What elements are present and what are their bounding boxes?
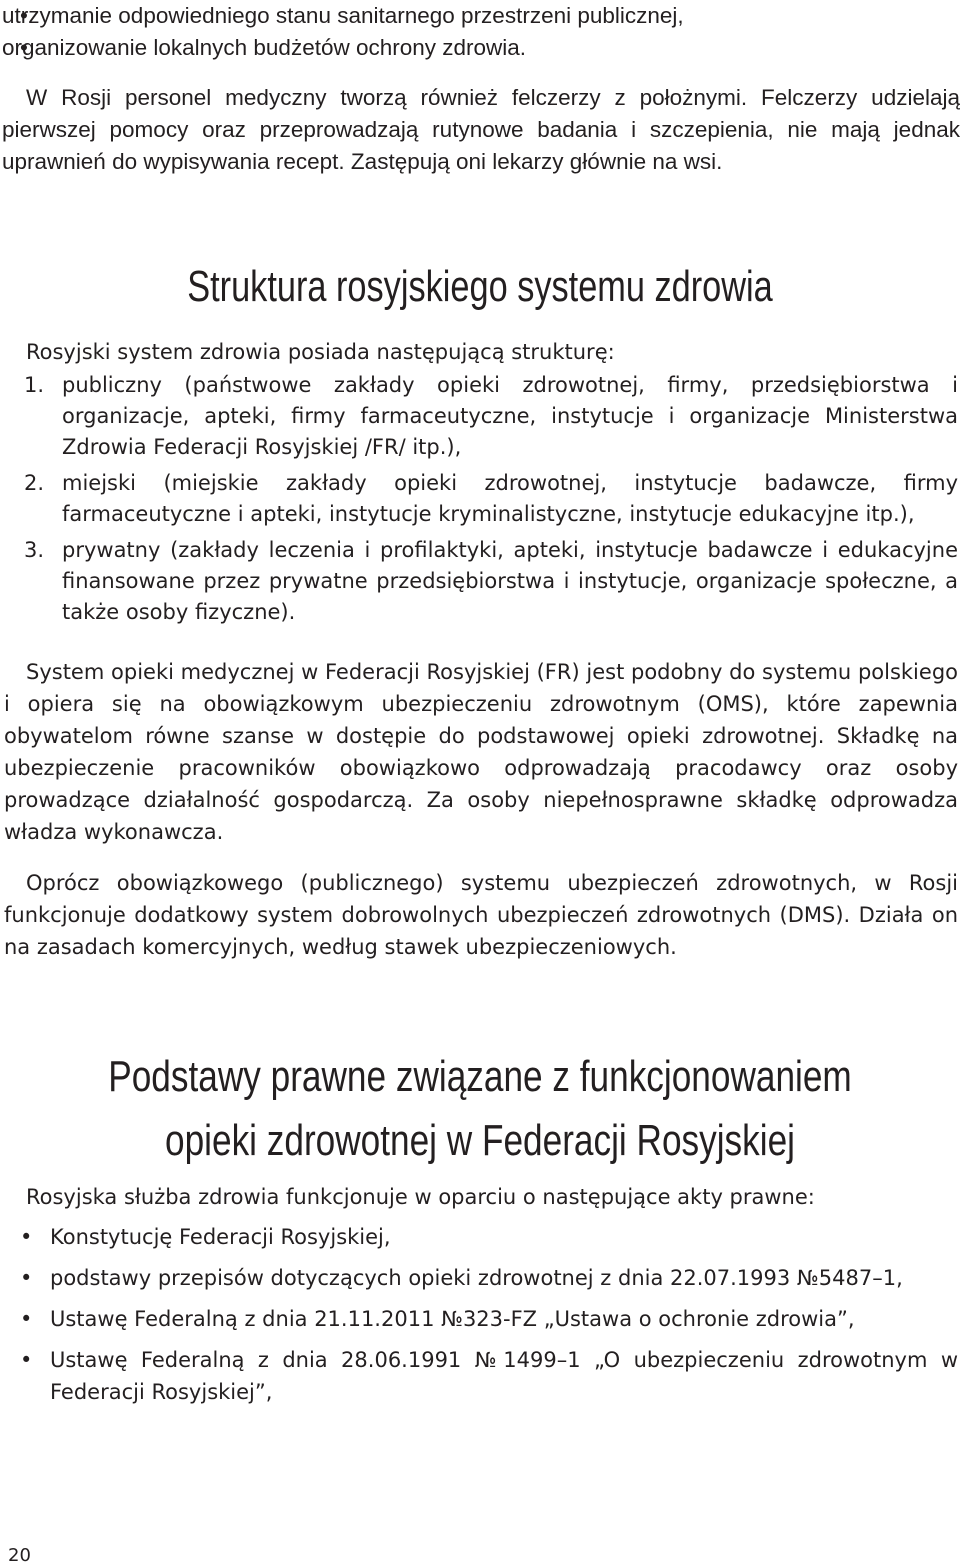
- page-number: 20: [8, 1545, 31, 1566]
- section-lead: Rosyjski system zdrowia posiada następującą strukturę:: [26, 340, 615, 364]
- list-item: 3. prywatny (zakłady leczenia i profilaktyki, apteki, instytucje badawcze i edukacyjne finansowane przez prywatne przedsiębiorstwa i instytucje, organizacje społeczne, a także osoby fizyczne).: [24, 538, 958, 624]
- list-item: 2. miejski (miejskie zakłady opieki zdrowotnej, instytucje badawcze, firmy farmaceutyczne i apteki, instytucje kryminalistyczne, instytucje edukacyjne itp.),: [24, 471, 958, 526]
- section-heading-legal: Podstawy prawne związane z funkcjonowaniem opieki zdrowotnej w Federacji Rosyjskiej: [108, 1051, 852, 1165]
- list-item: • organizowanie lokalnych budżetów ochrony zdrowia.: [0, 32, 960, 64]
- list-item: • Ustawę Federalną z dnia 21.11.2011 №323-FZ „Ustawa o ochronie zdrowia”,: [0, 1303, 960, 1335]
- section-lead: Rosyjska służba zdrowia funkcjonuje w oparciu o następujące akty prawne:: [26, 1185, 815, 1209]
- list-item: • utrzymanie odpowiedniego stanu sanitarnego przestrzeni publicznej,: [0, 0, 960, 32]
- paragraph: Oprócz obowiązkowego (publicznego) systemu ubezpieczeń zdrowotnych, w Rosji funkcjonuje dodatkowy system dobrowolnych ubezpieczeń zdrowotnych (DMS). Działa on na zasadach komercyjnych, według stawek ubezpieczeniowych.: [4, 871, 958, 959]
- intro-paragraph: W Rosji personel medyczny tworzą również felczerzy z położnymi. Felczerzy udzielają pierwszej pomocy oraz przeprowadzają rutynowe badania i szczepienia, nie mają jednak uprawnień do wypisywania recept. Zastępują oni lekarzy głównie na wsi.: [2, 85, 960, 174]
- paragraph: System opieki medycznej w Federacji Rosyjskiej (FR) jest podobny do systemu polskiego i opiera się na obowiązkowym ubezpieczeniu zdrowotnym (OMS), które zapewnia obywatelom równe szanse w dostępie do podstawowej opieki zdrowotnej. Składkę na ubezpieczenie pracowników obowiązkowo odprowadzają pracodawcy oraz osoby prowadzące działalność gospodarczą. Za osoby niepełnosprawne składkę odprowadza władza wykonawcza.: [4, 660, 958, 844]
- list-item: 1. publiczny (państwowe zakłady opieki zdrowotnej, firmy, przedsiębiorstwa i organizacje, apteki, firmy farmaceutyczne, instytucje i organizacje Ministerstwa Zdrowia Federacji Rosyjskiej /FR/ itp.),: [24, 373, 958, 459]
- list-item: • Konstytucję Federacji Rosyjskiej,: [0, 1221, 960, 1253]
- top-bullet-list: [0, 0, 960, 64]
- intro-paragraph-block: [0, 82, 960, 178]
- paragraph-block-2: [0, 867, 960, 963]
- legal-section: [0, 1181, 960, 1417]
- legal-acts-list: [0, 1221, 960, 1408]
- list-item: • Ustawę Federalną z dnia 28.06.1991 №1499–1 „O ubezpieczeniu zdrowotnym w Federacji Rosyjskiej”,: [0, 1344, 960, 1408]
- list-item: • podstawy przepisów dotyczących opieki zdrowotnej z dnia 22.07.1993 №5487–1,: [0, 1262, 960, 1294]
- structure-section: [0, 336, 960, 368]
- paragraph-block-1: [0, 656, 960, 848]
- structure-list: [0, 370, 960, 633]
- section-heading-structure: Struktura rosyjskiego systemu zdrowia: [187, 261, 773, 311]
